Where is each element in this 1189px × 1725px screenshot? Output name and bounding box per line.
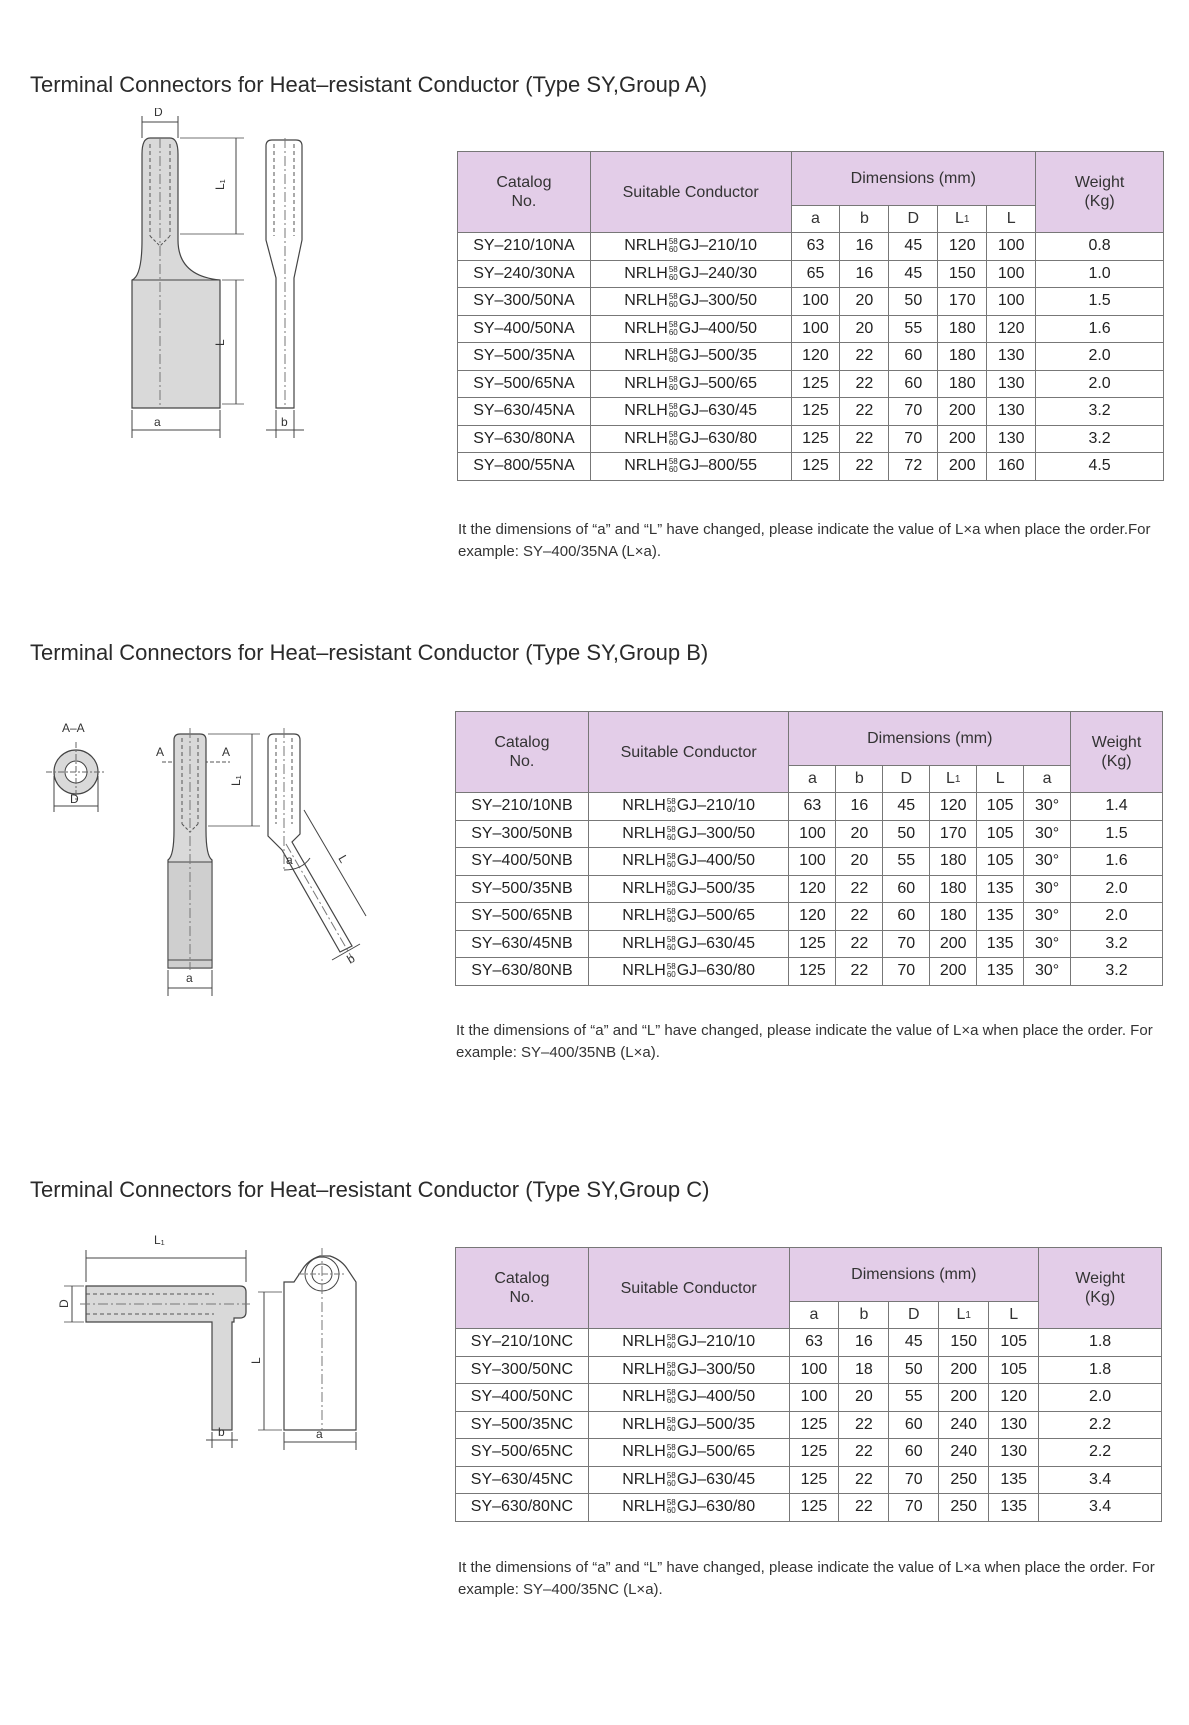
superscript-fraction: 58 60	[668, 264, 678, 282]
value-cell: 125	[789, 1494, 839, 1522]
table-row	[458, 260, 1164, 288]
header-conductor: Suitable Conductor	[588, 1248, 789, 1329]
value-cell: 135	[977, 903, 1024, 931]
catalog-cell: SY–210/10NC	[456, 1329, 589, 1357]
table-row	[458, 425, 1164, 453]
value-cell: 4.5	[1036, 453, 1164, 481]
header-dim-l: L	[989, 1301, 1039, 1328]
spec-table-c	[455, 1247, 1162, 1522]
value-cell: 2.2	[1039, 1411, 1162, 1439]
label-l1: L₁	[213, 179, 227, 190]
value-cell: 130	[989, 1411, 1039, 1439]
value-cell: 22	[836, 958, 883, 986]
value-cell: 125	[791, 398, 840, 426]
value-cell: 1.8	[1039, 1329, 1162, 1357]
header-dim-l: L	[987, 205, 1036, 232]
header-dim-d: D	[889, 1301, 939, 1328]
value-cell: 60	[883, 875, 930, 903]
value-cell: 55	[889, 1384, 939, 1412]
value-cell: 170	[930, 820, 977, 848]
superscript-fraction: 58 60	[666, 1470, 676, 1488]
label-l: L	[213, 339, 227, 346]
value-cell: 30°	[1024, 793, 1071, 821]
value-cell: 60	[883, 903, 930, 931]
value-cell: 55	[889, 315, 938, 343]
value-cell: 120	[789, 903, 836, 931]
value-cell: 250	[939, 1494, 989, 1522]
conductor-cell: NRLH 58 60 GJ–400/50	[590, 315, 791, 343]
label-l: L	[335, 852, 351, 866]
value-cell: 22	[840, 370, 889, 398]
value-cell: 30°	[1024, 958, 1071, 986]
conductor-cell: NRLH 58 60 GJ–630/80	[588, 958, 789, 986]
value-cell: 50	[889, 288, 938, 316]
header-catalog: Catalog No.	[456, 712, 589, 793]
value-cell: 100	[987, 260, 1036, 288]
catalog-cell: SY–210/10NA	[458, 233, 591, 261]
table-row	[456, 1466, 1162, 1494]
value-cell: 72	[889, 453, 938, 481]
conductor-cell: NRLH 58 60 GJ–300/50	[588, 1356, 789, 1384]
value-cell: 0.8	[1036, 233, 1164, 261]
superscript-fraction: 58 60	[668, 402, 678, 420]
value-cell: 3.4	[1039, 1466, 1162, 1494]
value-cell: 70	[889, 1466, 939, 1494]
value-cell: 130	[987, 425, 1036, 453]
value-cell: 45	[889, 260, 938, 288]
value-cell: 135	[989, 1494, 1039, 1522]
value-cell: 125	[789, 1411, 839, 1439]
catalog-cell: SY–240/30NA	[458, 260, 591, 288]
table-row	[456, 930, 1163, 958]
value-cell: 3.2	[1036, 398, 1164, 426]
value-cell: 120	[789, 875, 836, 903]
value-cell: 200	[938, 425, 987, 453]
superscript-fraction: 58 60	[668, 457, 678, 475]
conductor-cell: NRLH 58 60 GJ–210/10	[588, 1329, 789, 1357]
spec-table-b	[455, 711, 1163, 986]
superscript-fraction: 58 60	[666, 797, 676, 815]
header-dim-d: D	[883, 765, 930, 792]
value-cell: 100	[791, 315, 840, 343]
superscript-fraction: 58 60	[668, 347, 678, 365]
label-b: b	[344, 951, 358, 967]
value-cell: 20	[836, 848, 883, 876]
catalog-cell: SY–210/10NB	[456, 793, 589, 821]
value-cell: 100	[789, 1356, 839, 1384]
value-cell: 180	[938, 315, 987, 343]
value-cell: 45	[889, 1329, 939, 1357]
value-cell: 70	[889, 1494, 939, 1522]
header-dim-l1: L1	[939, 1301, 989, 1328]
value-cell: 200	[938, 453, 987, 481]
superscript-fraction: 58 60	[666, 1360, 676, 1378]
label-section-a-right: A	[222, 745, 231, 759]
value-cell: 30°	[1024, 903, 1071, 931]
header-dim-l: L	[977, 765, 1024, 792]
label-angle-a: a	[286, 853, 293, 867]
section-b-drawing	[40, 720, 450, 1000]
catalog-cell: SY–630/80NB	[456, 958, 589, 986]
value-cell: 3.2	[1036, 425, 1164, 453]
value-cell: 70	[889, 398, 938, 426]
value-cell: 1.4	[1071, 793, 1163, 821]
superscript-fraction: 58 60	[668, 429, 678, 447]
conductor-cell: NRLH 58 60 GJ–240/30	[590, 260, 791, 288]
conductor-cell: NRLH 58 60 GJ–800/55	[590, 453, 791, 481]
value-cell: 200	[938, 398, 987, 426]
catalog-cell: SY–500/65NB	[456, 903, 589, 931]
table-row	[456, 1329, 1162, 1357]
catalog-cell: SY–500/65NA	[458, 370, 591, 398]
value-cell: 2.0	[1036, 343, 1164, 371]
catalog-cell: SY–500/35NB	[456, 875, 589, 903]
section-c-note: It the dimensions of “a” and “L” have changed, please indicate the value of L×a when place the order. For example: SY–400/35NC (L×a).	[458, 1559, 1155, 1598]
value-cell: 60	[889, 370, 938, 398]
value-cell: 22	[840, 343, 889, 371]
value-cell: 1.5	[1071, 820, 1163, 848]
value-cell: 20	[840, 315, 889, 343]
value-cell: 125	[791, 425, 840, 453]
table-row	[458, 453, 1164, 481]
value-cell: 120	[938, 233, 987, 261]
value-cell: 200	[939, 1356, 989, 1384]
value-cell: 22	[836, 930, 883, 958]
value-cell: 1.0	[1036, 260, 1164, 288]
section-c-title: Terminal Connectors for Heat–resistant Conductor (Type SY,Group C)	[30, 1177, 710, 1202]
value-cell: 65	[791, 260, 840, 288]
value-cell: 100	[987, 288, 1036, 316]
conductor-cell: NRLH 58 60 GJ–630/80	[588, 1494, 789, 1522]
conductor-cell: NRLH 58 60 GJ–630/45	[588, 1466, 789, 1494]
value-cell: 180	[930, 875, 977, 903]
catalog-cell: SY–500/35NC	[456, 1411, 589, 1439]
header-dim-d: D	[889, 205, 938, 232]
value-cell: 2.0	[1039, 1384, 1162, 1412]
catalog-cell: SY–630/80NA	[458, 425, 591, 453]
conductor-cell: NRLH 58 60 GJ–630/45	[588, 930, 789, 958]
catalog-cell: SY–400/50NB	[456, 848, 589, 876]
value-cell: 120	[930, 793, 977, 821]
value-cell: 150	[939, 1329, 989, 1357]
value-cell: 100	[789, 1384, 839, 1412]
spec-table-a	[457, 151, 1164, 481]
label-a: a	[186, 971, 193, 985]
value-cell: 1.6	[1036, 315, 1164, 343]
conductor-cell: NRLH 58 60 GJ–500/65	[590, 370, 791, 398]
table-row	[458, 315, 1164, 343]
value-cell: 22	[840, 425, 889, 453]
catalog-cell: SY–500/35NA	[458, 343, 591, 371]
header-dimensions: Dimensions (mm)	[789, 1248, 1039, 1302]
value-cell: 105	[989, 1356, 1039, 1384]
header-dim-angle: a	[1024, 765, 1071, 792]
label-d: D	[154, 108, 163, 119]
value-cell: 30°	[1024, 930, 1071, 958]
value-cell: 60	[889, 1439, 939, 1467]
value-cell: 105	[977, 820, 1024, 848]
value-cell: 100	[789, 820, 836, 848]
value-cell: 180	[938, 343, 987, 371]
section-a-note: It the dimensions of “a” and “L” have changed, please indicate the value of L×a when place the order.For example: SY–400/35NA (L×a).	[458, 521, 1151, 560]
value-cell: 1.5	[1036, 288, 1164, 316]
value-cell: 70	[883, 958, 930, 986]
value-cell: 135	[989, 1466, 1039, 1494]
value-cell: 22	[839, 1439, 889, 1467]
value-cell: 105	[977, 793, 1024, 821]
value-cell: 125	[791, 453, 840, 481]
value-cell: 70	[883, 930, 930, 958]
superscript-fraction: 58 60	[666, 962, 676, 980]
value-cell: 170	[938, 288, 987, 316]
value-cell: 16	[840, 233, 889, 261]
header-dim-l1: L1	[930, 765, 977, 792]
header-dim-b: b	[839, 1301, 889, 1328]
conductor-cell: NRLH 58 60 GJ–300/50	[588, 820, 789, 848]
value-cell: 20	[836, 820, 883, 848]
header-dimensions: Dimensions (mm)	[789, 712, 1071, 766]
value-cell: 130	[989, 1439, 1039, 1467]
value-cell: 250	[939, 1466, 989, 1494]
label-a: a	[154, 415, 161, 429]
superscript-fraction: 58 60	[666, 1333, 676, 1351]
section-c-drawing	[50, 1230, 420, 1450]
value-cell: 45	[883, 793, 930, 821]
value-cell: 16	[839, 1329, 889, 1357]
value-cell: 2.0	[1036, 370, 1164, 398]
value-cell: 100	[789, 848, 836, 876]
table-row	[458, 288, 1164, 316]
value-cell: 135	[977, 875, 1024, 903]
table-c-body	[456, 1329, 1162, 1522]
value-cell: 100	[987, 233, 1036, 261]
conductor-cell: NRLH 58 60 GJ–500/65	[588, 903, 789, 931]
table-row	[456, 1384, 1162, 1412]
value-cell: 130	[987, 398, 1036, 426]
value-cell: 22	[839, 1411, 889, 1439]
value-cell: 20	[839, 1384, 889, 1412]
conductor-cell: NRLH 58 60 GJ–500/35	[588, 875, 789, 903]
superscript-fraction: 58 60	[666, 1415, 676, 1433]
value-cell: 160	[987, 453, 1036, 481]
value-cell: 2.0	[1071, 875, 1163, 903]
superscript-fraction: 58 60	[666, 907, 676, 925]
value-cell: 120	[989, 1384, 1039, 1412]
label-a-a: A–A	[62, 721, 85, 735]
header-dimensions: Dimensions (mm)	[791, 152, 1036, 206]
catalog-cell: SY–300/50NB	[456, 820, 589, 848]
value-cell: 130	[987, 343, 1036, 371]
table-row	[456, 875, 1163, 903]
value-cell: 22	[840, 398, 889, 426]
conductor-cell: NRLH 58 60 GJ–630/80	[590, 425, 791, 453]
table-row	[456, 1411, 1162, 1439]
value-cell: 45	[889, 233, 938, 261]
header-weight: Weight (Kg)	[1071, 712, 1163, 793]
value-cell: 125	[789, 958, 836, 986]
header-dim-b: b	[836, 765, 883, 792]
label-l: L	[249, 1357, 263, 1364]
value-cell: 55	[883, 848, 930, 876]
value-cell: 105	[977, 848, 1024, 876]
section-a-drawing	[120, 108, 320, 488]
value-cell: 135	[977, 930, 1024, 958]
value-cell: 16	[836, 793, 883, 821]
header-dim-a: a	[791, 205, 840, 232]
header-dim-l1: L1	[938, 205, 987, 232]
value-cell: 180	[930, 903, 977, 931]
value-cell: 180	[938, 370, 987, 398]
header-weight: Weight (Kg)	[1039, 1248, 1162, 1329]
label-l1: L₁	[154, 1233, 165, 1247]
label-l1: L₁	[229, 775, 243, 786]
value-cell: 240	[939, 1411, 989, 1439]
value-cell: 3.2	[1071, 930, 1163, 958]
value-cell: 16	[840, 260, 889, 288]
table-row	[458, 233, 1164, 261]
value-cell: 2.2	[1039, 1439, 1162, 1467]
superscript-fraction: 58 60	[666, 852, 676, 870]
catalog-cell: SY–400/50NA	[458, 315, 591, 343]
header-dim-a: a	[789, 1301, 839, 1328]
superscript-fraction: 58 60	[668, 237, 678, 255]
value-cell: 30°	[1024, 848, 1071, 876]
label-section-a-left: A	[156, 745, 165, 759]
conductor-cell: NRLH 58 60 GJ–210/10	[588, 793, 789, 821]
value-cell: 100	[791, 288, 840, 316]
header-catalog: Catalog No.	[458, 152, 591, 233]
value-cell: 22	[836, 875, 883, 903]
table-row	[456, 903, 1163, 931]
value-cell: 22	[840, 453, 889, 481]
superscript-fraction: 58 60	[666, 1498, 676, 1516]
label-b: b	[218, 1425, 225, 1439]
superscript-fraction: 58 60	[666, 1443, 676, 1461]
value-cell: 50	[883, 820, 930, 848]
header-dim-b: b	[840, 205, 889, 232]
value-cell: 120	[987, 315, 1036, 343]
value-cell: 130	[987, 370, 1036, 398]
conductor-cell: NRLH 58 60 GJ–500/35	[588, 1411, 789, 1439]
superscript-fraction: 58 60	[666, 879, 676, 897]
value-cell: 30°	[1024, 875, 1071, 903]
superscript-fraction: 58 60	[668, 292, 678, 310]
superscript-fraction: 58 60	[666, 934, 676, 952]
value-cell: 18	[839, 1356, 889, 1384]
value-cell: 200	[939, 1384, 989, 1412]
conductor-cell: NRLH 58 60 GJ–210/10	[590, 233, 791, 261]
table-row	[456, 848, 1163, 876]
value-cell: 120	[791, 343, 840, 371]
value-cell: 2.0	[1071, 903, 1163, 931]
value-cell: 200	[930, 958, 977, 986]
catalog-cell: SY–630/45NB	[456, 930, 589, 958]
conductor-cell: NRLH 58 60 GJ–630/45	[590, 398, 791, 426]
value-cell: 135	[977, 958, 1024, 986]
table-row	[456, 1494, 1162, 1522]
value-cell: 70	[889, 425, 938, 453]
value-cell: 1.8	[1039, 1356, 1162, 1384]
section-b-note: It the dimensions of “a” and “L” have changed, please indicate the value of L×a when place the order. For example: SY–400/35NB (L×a).	[456, 1022, 1153, 1061]
value-cell: 125	[791, 370, 840, 398]
label-d: D	[57, 1299, 71, 1308]
header-conductor: Suitable Conductor	[590, 152, 791, 233]
header-conductor: Suitable Conductor	[588, 712, 789, 793]
label-a: a	[316, 1427, 323, 1441]
superscript-fraction: 58 60	[668, 374, 678, 392]
value-cell: 63	[791, 233, 840, 261]
value-cell: 22	[839, 1494, 889, 1522]
conductor-cell: NRLH 58 60 GJ–300/50	[590, 288, 791, 316]
table-row	[458, 370, 1164, 398]
section-a-title: Terminal Connectors for Heat–resistant Conductor (Type SY,Group A)	[30, 72, 708, 97]
table-row	[456, 1356, 1162, 1384]
value-cell: 150	[938, 260, 987, 288]
table-row	[458, 398, 1164, 426]
table-row	[456, 1439, 1162, 1467]
value-cell: 60	[889, 1411, 939, 1439]
table-b-body	[456, 793, 1163, 986]
value-cell: 22	[836, 903, 883, 931]
value-cell: 105	[989, 1329, 1039, 1357]
value-cell: 240	[939, 1439, 989, 1467]
header-weight: Weight (Kg)	[1036, 152, 1164, 233]
table-row	[456, 793, 1163, 821]
table-row	[456, 820, 1163, 848]
catalog-cell: SY–300/50NA	[458, 288, 591, 316]
superscript-fraction: 58 60	[668, 319, 678, 337]
value-cell: 180	[930, 848, 977, 876]
value-cell: 22	[839, 1466, 889, 1494]
section-b-title: Terminal Connectors for Heat–resistant Conductor (Type SY,Group B)	[30, 640, 709, 665]
table-row	[456, 958, 1163, 986]
value-cell: 200	[930, 930, 977, 958]
value-cell: 50	[889, 1356, 939, 1384]
table-a-body	[458, 233, 1164, 481]
value-cell: 3.2	[1071, 958, 1163, 986]
header-dim-a: a	[789, 765, 836, 792]
value-cell: 125	[789, 1466, 839, 1494]
value-cell: 20	[840, 288, 889, 316]
catalog-cell: SY–630/80NC	[456, 1494, 589, 1522]
catalog-cell: SY–630/45NA	[458, 398, 591, 426]
value-cell: 60	[889, 343, 938, 371]
catalog-cell: SY–630/45NC	[456, 1466, 589, 1494]
catalog-cell: SY–500/65NC	[456, 1439, 589, 1467]
superscript-fraction: 58 60	[666, 1388, 676, 1406]
header-catalog: Catalog No.	[456, 1248, 589, 1329]
conductor-cell: NRLH 58 60 GJ–400/50	[588, 848, 789, 876]
label-b: b	[281, 415, 288, 429]
value-cell: 63	[789, 793, 836, 821]
value-cell: 1.6	[1071, 848, 1163, 876]
conductor-cell: NRLH 58 60 GJ–400/50	[588, 1384, 789, 1412]
value-cell: 125	[789, 930, 836, 958]
superscript-fraction: 58 60	[666, 824, 676, 842]
table-row	[458, 343, 1164, 371]
value-cell: 30°	[1024, 820, 1071, 848]
catalog-cell: SY–400/50NC	[456, 1384, 589, 1412]
value-cell: 125	[789, 1439, 839, 1467]
label-d: D	[70, 792, 79, 806]
value-cell: 3.4	[1039, 1494, 1162, 1522]
catalog-cell: SY–800/55NA	[458, 453, 591, 481]
catalog-cell: SY–300/50NC	[456, 1356, 589, 1384]
value-cell: 63	[789, 1329, 839, 1357]
conductor-cell: NRLH 58 60 GJ–500/65	[588, 1439, 789, 1467]
conductor-cell: NRLH 58 60 GJ–500/35	[590, 343, 791, 371]
